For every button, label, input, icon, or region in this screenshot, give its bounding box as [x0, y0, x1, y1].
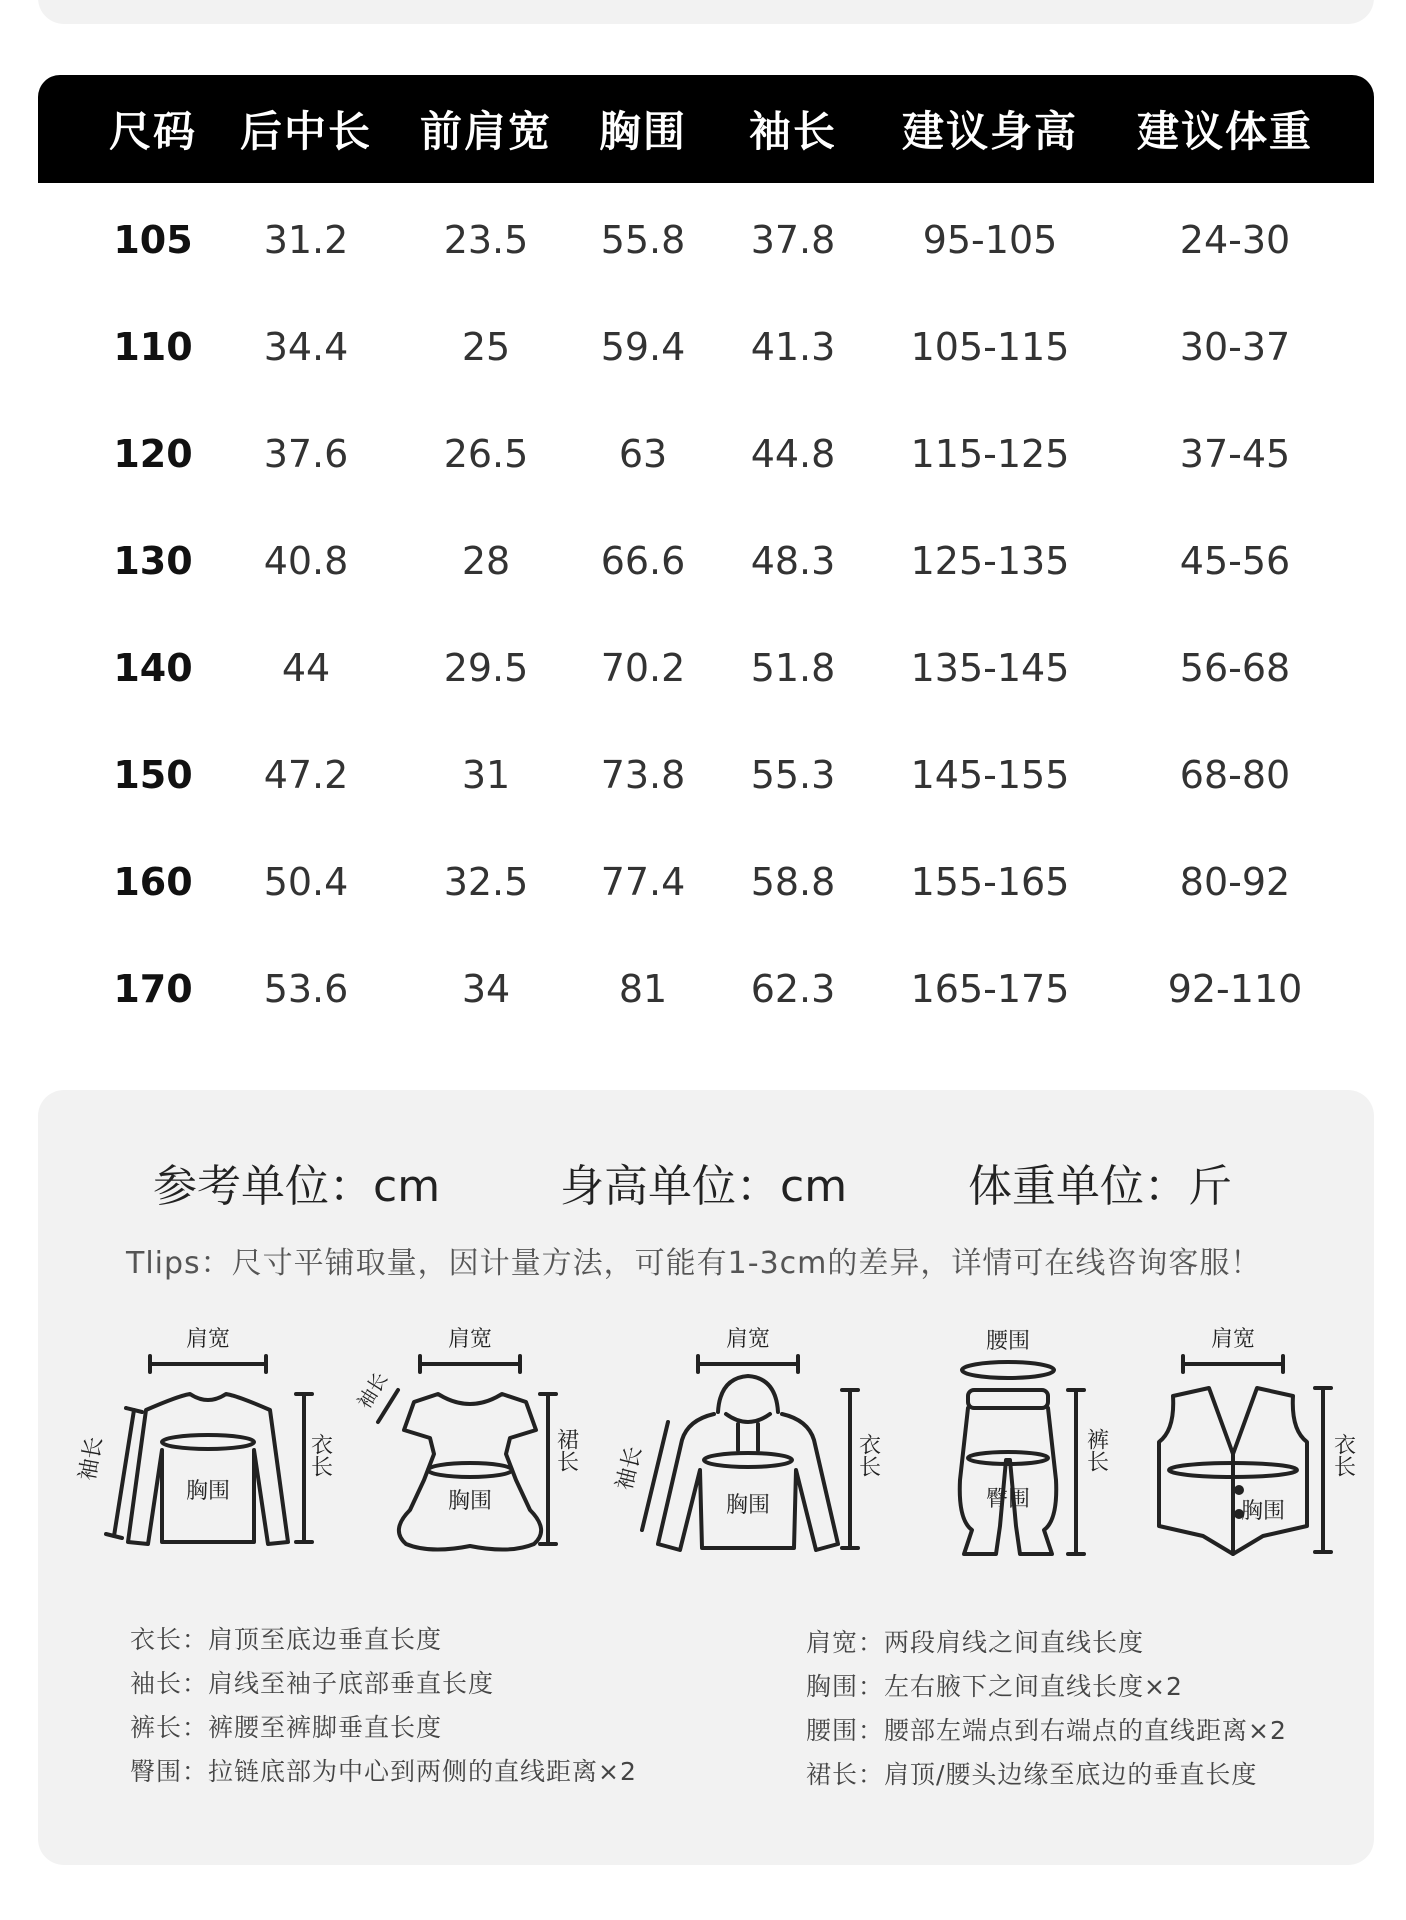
- cell-suggested-weight: 68-80: [1179, 752, 1291, 797]
- cell-shoulder-width: 25: [461, 324, 511, 369]
- cell-suggested-height: 135-145: [910, 645, 1070, 690]
- def-garment-length: 衣长：肩顶至底边垂直长度: [130, 1625, 443, 1654]
- table-row: [38, 507, 1374, 614]
- table-row: [38, 400, 1374, 507]
- cell-chest: 77.4: [600, 859, 686, 904]
- sweater-left-label: 袖长: [75, 1435, 108, 1483]
- cell-shoulder-width: 28: [461, 538, 511, 583]
- cell-suggested-weight: 30-37: [1179, 324, 1291, 369]
- vest-center-label: 胸围: [1240, 1499, 1286, 1524]
- header-chest: 胸围: [598, 107, 688, 156]
- units-row: [38, 1150, 1374, 1210]
- cell-chest: 55.8: [600, 217, 686, 262]
- cell-size: 140: [113, 645, 193, 690]
- table-row: [38, 721, 1374, 828]
- cell-suggested-weight: 24-30: [1179, 217, 1291, 262]
- vest-right-label: 衣长: [1330, 1433, 1356, 1477]
- cell-back-length: 31.2: [263, 217, 349, 262]
- size-chart-table: [38, 75, 1374, 1042]
- cell-chest: 59.4: [600, 324, 686, 369]
- cell-back-length: 34.4: [263, 324, 349, 369]
- cell-suggested-height: 165-175: [910, 966, 1070, 1011]
- table-body: [38, 183, 1374, 1042]
- def-pants-length: 裤长：裤腰至裤脚垂直长度: [130, 1713, 443, 1742]
- header-shoulder-width: 前肩宽: [419, 107, 553, 156]
- cell-sleeve-length: 55.3: [750, 752, 836, 797]
- cell-suggested-weight: 45-56: [1179, 538, 1291, 583]
- def-sleeve-length: 袖长：肩线至袖子底部垂直长度: [130, 1669, 495, 1698]
- measurement-tip: Tlips：尺寸平铺取量，因计量方法，可能有1-3cm的差异，详情可在线咨询客服！: [126, 1246, 1262, 1281]
- cell-size: 110: [113, 324, 193, 369]
- dress-diagram: [350, 1327, 590, 1570]
- cell-size: 130: [113, 538, 193, 583]
- definitions-left: [130, 1620, 690, 1796]
- cell-suggested-weight: 80-92: [1179, 859, 1291, 904]
- cell-suggested-height: 155-165: [910, 859, 1070, 904]
- cell-back-length: 50.4: [263, 859, 349, 904]
- definitions-right: [806, 1623, 1366, 1799]
- cell-chest: 81: [618, 966, 668, 1011]
- header-sleeve-length: 袖长: [748, 107, 838, 156]
- cell-sleeve-length: 58.8: [750, 859, 836, 904]
- cell-chest: 66.6: [600, 538, 686, 583]
- table-row: [38, 293, 1374, 400]
- reference-unit: 参考单位：cm: [153, 1161, 441, 1212]
- cell-size: 105: [113, 217, 193, 262]
- cell-shoulder-width: 26.5: [443, 431, 529, 476]
- hoodie-diagram: [612, 1327, 881, 1570]
- header-size: 尺码: [108, 107, 198, 156]
- header-back-length: 后中长: [239, 107, 373, 156]
- cell-chest: 73.8: [600, 752, 686, 797]
- sweater-diagram: [75, 1327, 333, 1570]
- def-chest: 胸围：左右腋下之间直线长度×2: [806, 1672, 1183, 1701]
- cell-back-length: 44: [281, 645, 331, 690]
- cell-sleeve-length: 51.8: [750, 645, 836, 690]
- info-panel: [38, 1090, 1374, 1865]
- cell-sleeve-length: 48.3: [750, 538, 836, 583]
- pants-right-label: 裤长: [1083, 1428, 1109, 1472]
- dress-icon: [350, 1327, 590, 1570]
- def-waist: 腰围：腰部左端点到右端点的直线距离×2: [806, 1716, 1287, 1745]
- cell-size: 170: [113, 966, 193, 1011]
- cell-suggested-height: 125-135: [910, 538, 1070, 583]
- table-row: [38, 186, 1374, 293]
- sweater-right-label: 衣长: [307, 1433, 333, 1477]
- cell-back-length: 37.6: [263, 431, 349, 476]
- def-skirt-length: 裙长：肩顶/腰头边缘至底边的垂直长度: [806, 1760, 1258, 1789]
- cell-suggested-height: 145-155: [910, 752, 1070, 797]
- dress-top-label: 肩宽: [447, 1327, 493, 1352]
- header-suggested-weight: 建议体重: [1136, 107, 1314, 156]
- table-row: [38, 614, 1374, 721]
- top-panel-edge: [38, 0, 1374, 24]
- cell-chest: 70.2: [600, 645, 686, 690]
- hoodie-left-label: 袖长: [612, 1444, 648, 1493]
- dress-center-label: 胸围: [447, 1489, 493, 1514]
- cell-chest: 63: [618, 431, 668, 476]
- cell-size: 120: [113, 431, 193, 476]
- sweater-center-label: 胸围: [185, 1479, 231, 1504]
- dress-right-label: 裙长: [553, 1428, 579, 1472]
- pants-center-label: 臀围: [985, 1487, 1031, 1512]
- cell-sleeve-length: 44.8: [750, 431, 836, 476]
- pants-diagram: [898, 1330, 1138, 1570]
- def-hip: 臀围：拉链底部为中心到两侧的直线距离×2: [130, 1757, 637, 1786]
- hoodie-center-label: 胸围: [725, 1493, 771, 1518]
- cell-shoulder-width: 29.5: [443, 645, 529, 690]
- cell-back-length: 53.6: [263, 966, 349, 1011]
- height-unit: 身高单位：cm: [560, 1161, 848, 1212]
- sweater-icon: [75, 1327, 333, 1570]
- hoodie-top-label: 肩宽: [725, 1327, 771, 1352]
- cell-suggested-weight: 56-68: [1179, 645, 1291, 690]
- hoodie-right-label: 衣长: [855, 1433, 881, 1477]
- cell-sleeve-length: 37.8: [750, 217, 836, 262]
- cell-sleeve-length: 41.3: [750, 324, 836, 369]
- weight-unit: 体重单位：斤: [968, 1161, 1232, 1212]
- hoodie-icon: [612, 1327, 881, 1570]
- cell-shoulder-width: 34: [461, 966, 511, 1011]
- header-suggested-height: 建议身高: [901, 107, 1079, 156]
- cell-suggested-weight: 37-45: [1179, 431, 1291, 476]
- vest-icon: [1113, 1327, 1356, 1570]
- cell-suggested-height: 105-115: [910, 324, 1070, 369]
- cell-size: 160: [113, 859, 193, 904]
- table-header: [38, 75, 1374, 183]
- pants-icon: [898, 1330, 1138, 1570]
- cell-suggested-weight: 92-110: [1167, 966, 1303, 1011]
- cell-suggested-height: 95-105: [922, 217, 1058, 262]
- cell-shoulder-width: 32.5: [443, 859, 529, 904]
- table-row: [38, 935, 1374, 1042]
- vest-top-label: 肩宽: [1210, 1327, 1256, 1352]
- vest-diagram: [1113, 1327, 1356, 1570]
- pants-top-label: 腰围: [985, 1329, 1031, 1354]
- cell-back-length: 47.2: [263, 752, 349, 797]
- cell-shoulder-width: 23.5: [443, 217, 529, 262]
- cell-back-length: 40.8: [263, 538, 349, 583]
- cell-size: 150: [113, 752, 193, 797]
- def-shoulder-width: 肩宽：两段肩线之间直线长度: [806, 1628, 1145, 1657]
- cell-shoulder-width: 31: [461, 752, 511, 797]
- sweater-top-label: 肩宽: [185, 1327, 231, 1352]
- cell-suggested-height: 115-125: [910, 431, 1070, 476]
- cell-sleeve-length: 62.3: [750, 966, 836, 1011]
- dress-left-label: 袖长: [353, 1368, 393, 1413]
- table-row: [38, 828, 1374, 935]
